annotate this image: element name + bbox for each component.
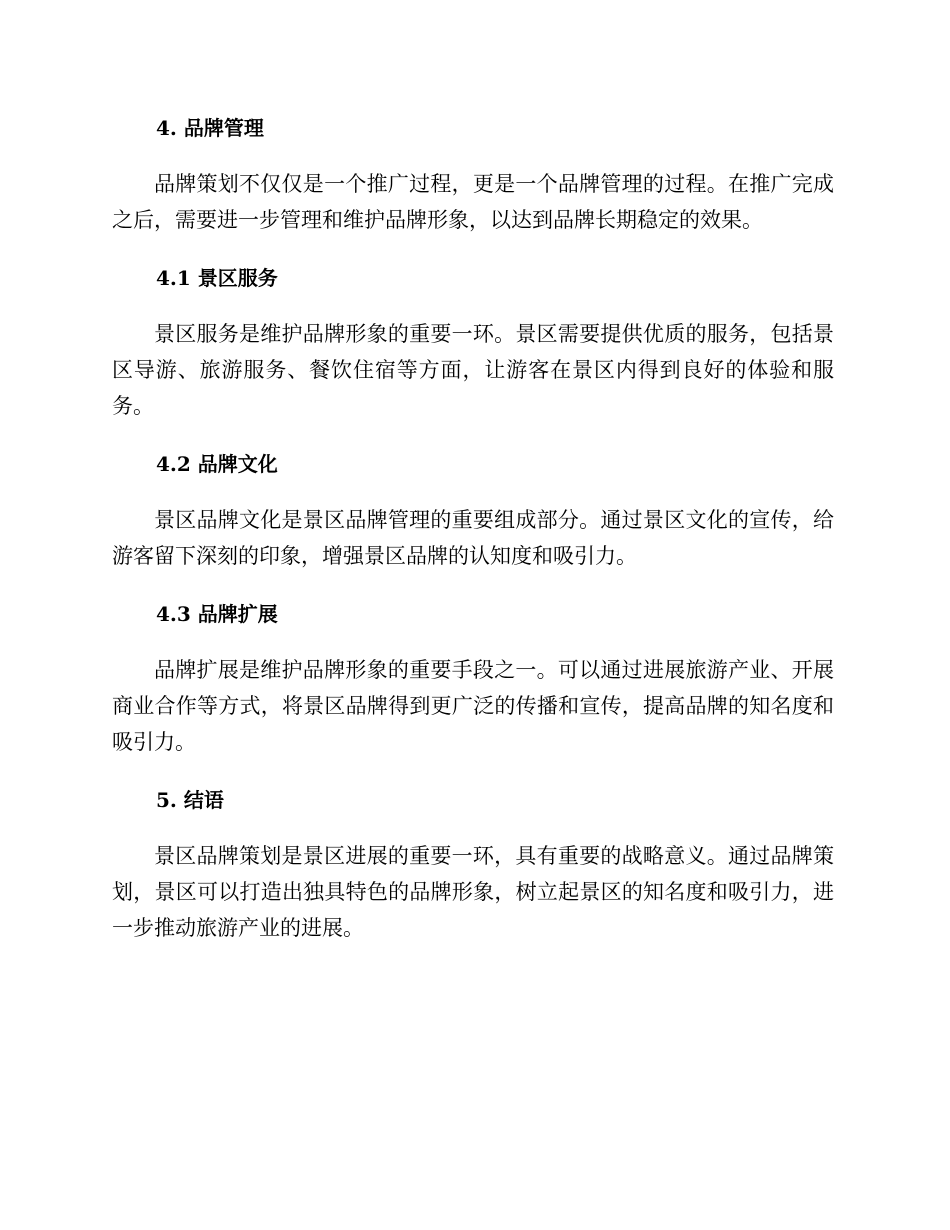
spacer (112, 424, 834, 442)
section-paragraph-brand-management: 品牌策划不仅仅是一个推广过程，更是一个品牌管理的过程。在推广完成之后，需要进一步管理和维护品牌形象，以达到品牌长期稳定的效果。 (112, 172, 834, 232)
section-paragraph-scenic-service: 景区服务是维护品牌形象的重要一环。景区需要提供优质的服务，包括景区导游、旅游服务、餐饮住宿等方面，让游客在景区内得到良好的体验和服务。 (112, 322, 834, 418)
spacer (112, 238, 834, 256)
section-paragraph-brand-culture: 景区品牌文化是景区品牌管理的重要组成部分。通过景区文化的宣传，给游客留下深刻的印象，增强景区品牌的认知度和吸引力。 (112, 508, 834, 568)
spacer (112, 636, 834, 652)
spacer (112, 822, 834, 838)
section-paragraph-brand-expansion: 品牌扩展是维护品牌形象的重要手段之一。可以通过进展旅游产业、开展商业合作等方式，将景区品牌得到更广泛的传播和宣传，提高品牌的知名度和吸引力。 (112, 658, 834, 754)
spacer (112, 574, 834, 592)
section-heading-conclusion: 5. 结语 (156, 788, 224, 812)
section-paragraph-conclusion: 景区品牌策划是景区进展的重要一环，具有重要的战略意义。通过品牌策划，景区可以打造出独具特色的品牌形象，树立起景区的知名度和吸引力，进一步推动旅游产业的进展。 (112, 844, 834, 940)
spacer (112, 300, 834, 316)
section-heading-scenic-service: 4.1 景区服务 (156, 266, 278, 290)
spacer (112, 486, 834, 502)
section-heading-brand-management: 4. 品牌管理 (156, 116, 264, 140)
document-body (112, 106, 834, 946)
section-heading-brand-culture: 4.2 品牌文化 (156, 452, 278, 476)
spacer (112, 150, 834, 166)
spacer (112, 760, 834, 778)
section-heading-brand-expansion: 4.3 品牌扩展 (156, 602, 278, 626)
